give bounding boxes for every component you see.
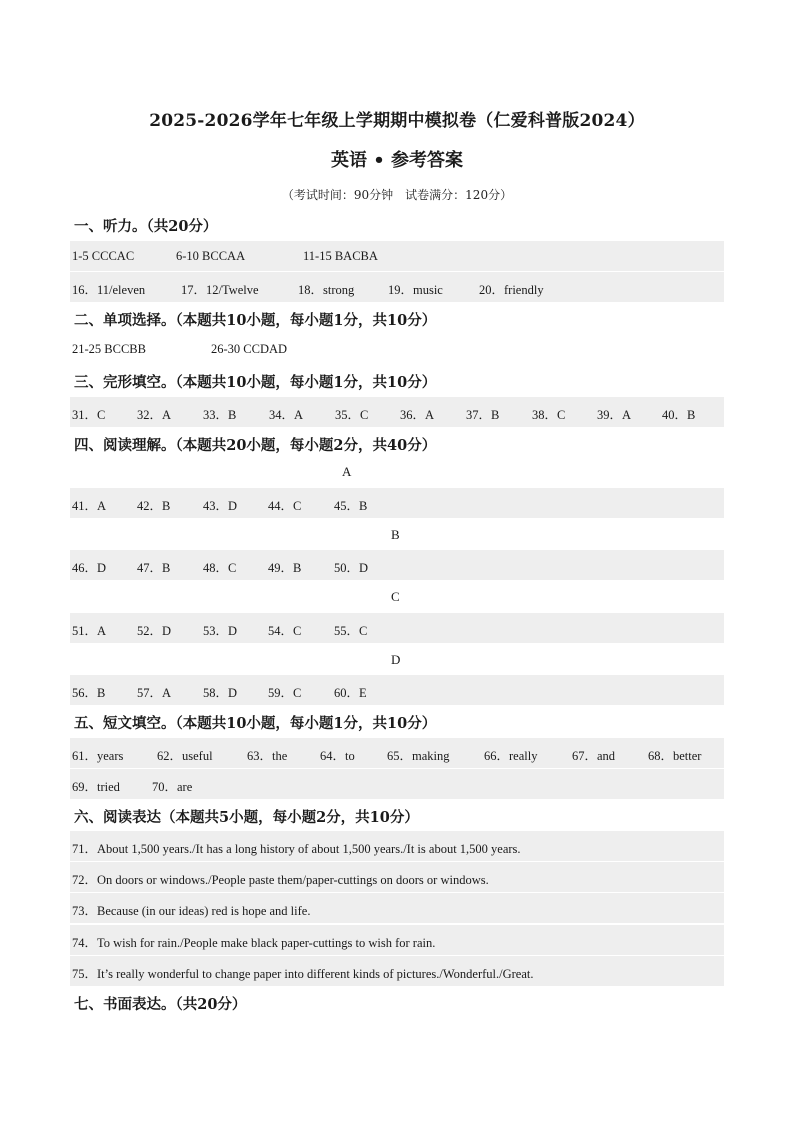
answer-cell: 65．making [387, 749, 450, 763]
answer-cell: 21-25 BCCBB [72, 342, 146, 356]
answer-cell: 16．11/eleven [72, 283, 146, 297]
answer-sentence: 72．On doors or windows./People paste them/paper-cuttings on doors or windows. [72, 873, 489, 887]
answer-cell: 68．better [648, 749, 702, 763]
answer-cell: 32．A [137, 408, 172, 422]
answer-cell: 11-15 BACBA [303, 249, 378, 263]
answer-cell: 57．A [137, 686, 172, 700]
passage-label: C [391, 589, 400, 604]
answer-row [70, 488, 724, 518]
passage-label-row [70, 520, 724, 550]
answer-cell: 50．D [334, 561, 369, 575]
answer-cell: 33．B [203, 408, 237, 422]
passage-label-row [70, 645, 724, 675]
answer-row [70, 675, 724, 705]
answer-cell: 49．B [268, 561, 302, 575]
answer-cell: 53．D [203, 624, 238, 638]
answer-cell: 45．B [334, 499, 368, 513]
answer-cell: 66．really [484, 749, 538, 763]
answer-row [70, 769, 724, 799]
answer-cell: 36．A [400, 408, 435, 422]
section-heading-cloze: 三、完形填空。（本题共10小题，每小题1分，共10分） [74, 374, 437, 391]
answer-sentence: 75．It’s really wonderful to change paper into different kinds of pictures./Wonderful./Great. [72, 967, 534, 981]
answer-cell: 41．A [72, 499, 107, 513]
answer-cell: 54．C [268, 624, 302, 638]
answer-cell: 56．B [72, 686, 106, 700]
answer-cell: 63．the [247, 749, 288, 763]
answer-cell: 48．C [203, 561, 237, 575]
answer-row [70, 272, 724, 302]
answer-row [70, 241, 724, 271]
section-heading-listening: 一、听力。（共20分） [74, 218, 218, 235]
section-heading-writing: 七、书面表达。（共20分） [74, 996, 247, 1013]
passage-label: D [391, 652, 401, 667]
answer-cell: 6-10 BCCAA [176, 249, 246, 263]
answer-cell: 44．C [268, 499, 302, 513]
answer-sentence: 73．Because (in our ideas) red is hope and life. [72, 904, 311, 918]
answer-cell: 59．C [268, 686, 302, 700]
answer-row [70, 925, 724, 955]
page-subtitle: 英语 • 参考答案 [330, 150, 464, 171]
answer-cell: 55．C [334, 624, 368, 638]
answer-row [70, 397, 724, 427]
answer-cell: 61．years [72, 749, 124, 763]
answer-cell: 39．A [597, 408, 632, 422]
answer-cell: 58．D [203, 686, 238, 700]
answer-cell: 26-30 CCDAD [211, 342, 288, 356]
answer-cell: 70．are [152, 780, 193, 794]
answer-cell: 69．tried [72, 780, 120, 794]
passage-label: A [342, 464, 352, 479]
page-title: 2025-2026学年七年级上学期期中模拟卷（仁爱科普版2024） [149, 111, 645, 131]
answer-row [70, 550, 724, 580]
answer-cell: 52．D [137, 624, 172, 638]
answer-cell: 40．B [662, 408, 696, 422]
exam-meta: （考试时间：90分钟 试卷满分：120分） [281, 188, 513, 202]
section-heading-single-choice: 二、单项选择。（本题共10小题，每小题1分，共10分） [74, 312, 437, 329]
answer-cell: 31．C [72, 408, 106, 422]
answer-cell: 46．D [72, 561, 107, 575]
answer-cell: 37．B [466, 408, 500, 422]
section-heading-reading: 四、阅读理解。（本题共20小题，每小题2分，共40分） [74, 437, 437, 454]
answer-cell: 47．B [137, 561, 171, 575]
answer-cell: 34．A [269, 408, 304, 422]
answer-sentence: 71．About 1,500 years./It has a long history of about 1,500 years./It is about 1,500 years. [72, 842, 521, 856]
answer-row [70, 893, 724, 923]
answer-cell: 19．music [388, 283, 443, 297]
answer-sentence: 74．To wish for rain./People make black paper-cuttings to wish for rain. [72, 936, 436, 950]
section-heading-fill-in: 五、短文填空。（本题共10小题，每小题1分，共10分） [74, 715, 437, 732]
answer-cell: 1-5 CCCAC [72, 249, 135, 263]
answer-cell: 60．E [334, 686, 367, 700]
answer-cell: 18．strong [298, 283, 355, 297]
answer-cell: 43．D [203, 499, 238, 513]
answer-row [70, 831, 724, 861]
answer-row [70, 862, 724, 892]
passage-label-row [70, 582, 724, 612]
answer-row [70, 613, 724, 643]
passage-label-row [70, 457, 724, 487]
answer-cell: 51．A [72, 624, 107, 638]
answer-cell: 62．useful [157, 749, 213, 763]
answer-row [70, 738, 724, 768]
answer-row [70, 956, 724, 986]
answer-row [70, 334, 724, 364]
passage-label: B [391, 527, 400, 542]
answer-cell: 17．12/Twelve [181, 283, 259, 297]
answer-cell: 67．and [572, 749, 616, 763]
answer-cell: 38．C [532, 408, 566, 422]
answer-cell: 20．friendly [479, 283, 544, 297]
answer-cell: 35．C [335, 408, 369, 422]
answer-cell: 42．B [137, 499, 171, 513]
answer-cell: 64．to [320, 749, 355, 763]
section-heading-reading-expression: 六、阅读表达（本题共5小题，每小题2分，共10分） [74, 809, 419, 826]
